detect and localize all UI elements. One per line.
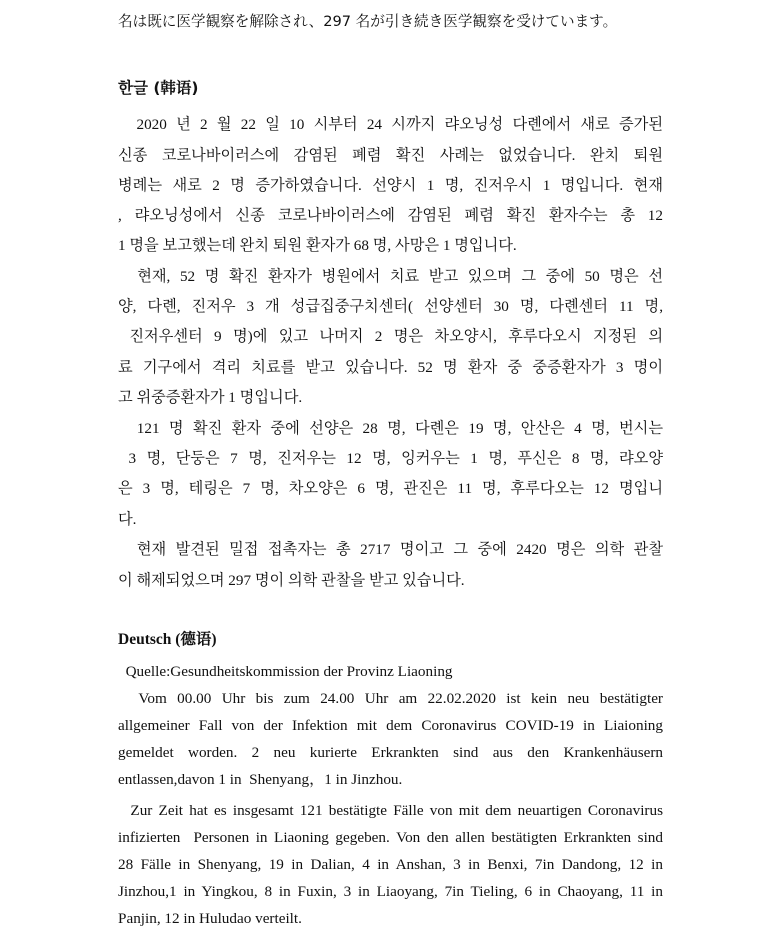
korean-line: 은 3 명, 테링은 7 명, 차오양은 6 명, 관진은 11 명, 후루다오는 12 명입니 xyxy=(118,480,663,497)
korean-line: 현재, 52 명 확진 환자가 병원에서 치료 받고 있으며 그 중에 50 명은 선 xyxy=(118,268,663,285)
korean-line: 1 명을 보고했는데 완치 퇴원 환자가 68 명, 사망은 1 명입니다. xyxy=(118,237,517,254)
german-line: Vom 00.00 Uhr bis zum 24.00 Uhr am 22.02.2020 ist kein neu bestätigter xyxy=(118,690,663,707)
german-line: entlassen,davon 1 in Shenyang，1 in Jinzhou. xyxy=(118,771,403,788)
korean-line: 121 명 확진 환자 중에 선양은 28 명, 다롄은 19 명, 안산은 4 명, 번시는 xyxy=(118,420,663,437)
german-line: 28 Fälle in Shenyang, 19 in Dalian, 4 in Anshan, 3 in Benxi, 7in Dandong, 12 in xyxy=(118,856,663,873)
korean-line: 3 명, 단둥은 7 명, 진저우는 12 명, 잉커우는 1 명, 푸신은 8 명, 랴오양 xyxy=(118,450,663,467)
german-line: gemeldet worden. 2 neu kurierte Erkrankten sind aus den Krankenhäusern xyxy=(118,744,663,761)
korean-line: 이 해제되었으며 297 명이 의학 관찰을 받고 있습니다. xyxy=(118,572,465,589)
korean-line: 2020 년 2 월 22 일 10 시부터 24 시까지 랴오닝성 다롄에서 새로 증가된 xyxy=(118,116,663,133)
german-line: Zur Zeit hat es insgesamt 121 bestätigte Fälle von mit dem neuartigen Coronavirus xyxy=(118,802,663,819)
korean-line: , 랴오닝성에서 신종 코로나바이러스에 감염된 폐렴 확진 환자수는 총 12 xyxy=(118,207,663,224)
korean-line: 병례는 새로 2 명 증가하였습니다. 선양시 1 명, 진저우시 1 명입니다. 현재 xyxy=(118,177,663,194)
korean-line: 신종 코로나바이러스에 감염된 폐렴 확진 사례는 없었습니다. 완치 퇴원 xyxy=(118,147,663,164)
korean-line: 고 위중증환자가 1 명입니다. xyxy=(118,389,303,406)
japanese-text-line: 名は既に医学観察を解除され、297 名が引き続き医学観察を受けています。 xyxy=(118,13,618,30)
german-line: allgemeiner Fall von der Infektion mit dem Coronavirus COVID-19 in Liaioning xyxy=(118,717,663,734)
german-line: infizierten Personen in Liaoning gegeben. Von den allen bestätigten Erkrankten sind xyxy=(118,829,663,846)
german-section-heading: Deutsch (德语) xyxy=(118,631,217,648)
german-line: Panjin, 12 in Huludao verteilt. xyxy=(118,910,302,927)
korean-line: 료 기구에서 격리 치료를 받고 있습니다. 52 명 환자 중 중증환자가 3 명이 xyxy=(118,359,663,376)
korean-line: 양, 다롄, 진저우 3 개 성급집중구치센터( 선양센터 30 명, 다롄센터 11 명, xyxy=(118,298,663,315)
korean-line: 진저우센터 9 명)에 있고 나머지 2 명은 차오양시, 후루다오시 지정된 의 xyxy=(118,328,663,345)
korean-section-heading: 한글 (韩语) xyxy=(118,79,199,97)
korean-line: 다. xyxy=(118,511,137,528)
german-line: Jinzhou,1 in Yingkou, 8 in Fuxin, 3 in Liaoyang, 7in Tieling, 6 in Chaoyang, 11 in xyxy=(118,883,663,900)
korean-line: 현재 발견된 밀접 접촉자는 총 2717 명이고 그 중에 2420 명은 의학 관찰 xyxy=(118,541,663,558)
german-line: Quelle:Gesundheitskommission der Provinz Liaoning xyxy=(118,663,453,680)
